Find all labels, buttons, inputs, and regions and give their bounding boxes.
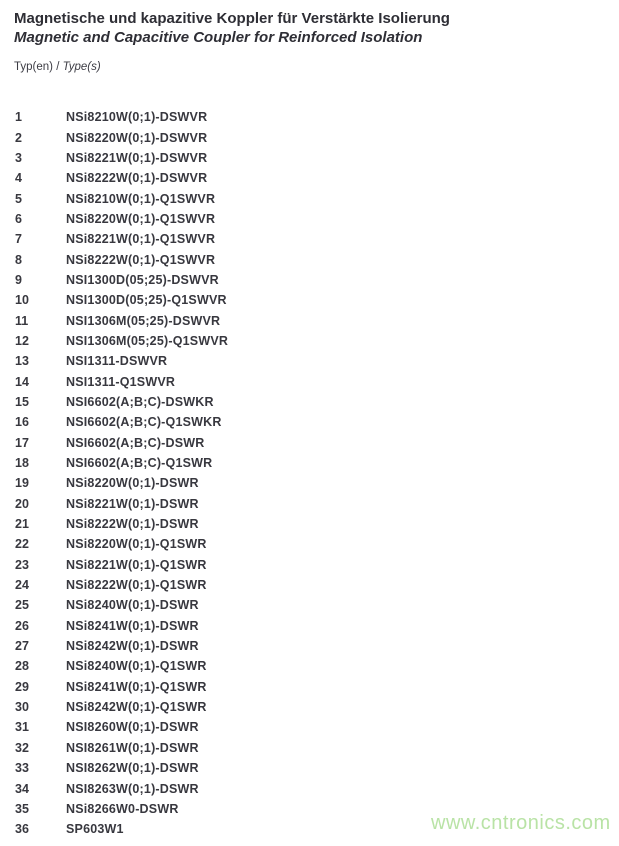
- item-part-number: NSI1300D(05;25)-DSWVR: [66, 272, 219, 287]
- item-part-number: NSi8266W0-DSWR: [66, 801, 179, 816]
- item-number: 9: [15, 272, 22, 287]
- item-number: 34: [15, 781, 29, 796]
- list-item: [15, 229, 228, 249]
- item-part-number: NSi8222W(0;1)-DSWR: [66, 517, 199, 532]
- list-item: [15, 534, 228, 554]
- list-item: [15, 249, 228, 269]
- list-item: [15, 209, 228, 229]
- item-part-number: NSI8260W(0;1)-DSWR: [66, 720, 199, 735]
- watermark: www.cntronics.com: [431, 812, 611, 834]
- item-part-number: NSi8221W(0;1)-Q1SWVR: [66, 232, 216, 247]
- title-english: Magnetic and Capacitive Coupler for Reinforced Isolation: [14, 29, 423, 46]
- types-label-german: Typ(en): [14, 61, 53, 73]
- item-part-number: NSi8210W(0;1)-DSWVR: [66, 110, 208, 125]
- list-item: [15, 494, 228, 514]
- list-item: [15, 310, 228, 330]
- item-part-number: NSI1306M(05;25)-Q1SWVR: [66, 333, 229, 348]
- list-item: [15, 514, 228, 534]
- item-part-number: NSi8222W(0;1)-Q1SWVR: [66, 252, 216, 267]
- item-number: 13: [15, 354, 29, 369]
- list-item: [15, 677, 228, 697]
- title-german: Magnetische und kapazitive Koppler für Verstärkte Isolierung: [14, 10, 450, 27]
- list-item: [15, 290, 228, 310]
- list-item: [15, 412, 228, 432]
- item-part-number: NSi8242W(0;1)-Q1SWR: [66, 700, 207, 715]
- item-part-number: NSi8242W(0;1)-DSWR: [66, 639, 199, 654]
- item-number: 8: [15, 252, 22, 267]
- item-part-number: NSI6602(A;B;C)-Q1SWR: [66, 456, 213, 471]
- item-part-number: NSi8241W(0;1)-Q1SWR: [66, 679, 207, 694]
- item-part-number: NSI1300D(05;25)-Q1SWVR: [66, 293, 227, 308]
- item-part-number: NSi8220W(0;1)-Q1SWR: [66, 537, 207, 552]
- item-number: 25: [15, 598, 29, 613]
- item-part-number: NSi8241W(0;1)-DSWR: [66, 618, 199, 633]
- list-item: [15, 636, 228, 656]
- item-number: 21: [15, 517, 29, 532]
- list-item: [15, 371, 228, 391]
- item-number: 6: [15, 211, 22, 226]
- item-number: 15: [15, 394, 29, 409]
- list-item: [15, 778, 228, 798]
- list-item: [15, 331, 228, 351]
- item-part-number: NSi8221W(0;1)-Q1SWR: [66, 557, 207, 572]
- list-item: [15, 351, 228, 371]
- list-item: [15, 738, 228, 758]
- item-part-number: NSi8222W(0;1)-DSWVR: [66, 171, 208, 186]
- item-number: 36: [15, 822, 29, 837]
- item-part-number: NSI1311-DSWVR: [66, 354, 168, 369]
- list-item: [15, 453, 228, 473]
- types-label-separator: /: [53, 61, 63, 73]
- item-number: 1: [15, 110, 22, 125]
- item-part-number: NSi8220W(0;1)-Q1SWVR: [66, 211, 216, 226]
- list-item: [15, 616, 228, 636]
- item-number: 4: [15, 171, 22, 186]
- item-number: 22: [15, 537, 29, 552]
- list-item: [15, 555, 228, 575]
- item-number: 7: [15, 232, 22, 247]
- list-item: [15, 168, 228, 188]
- item-number: 28: [15, 659, 29, 674]
- item-number: 29: [15, 679, 29, 694]
- list-item: [15, 433, 228, 453]
- types-label: [14, 61, 101, 73]
- list-item: [15, 799, 228, 819]
- document-title: [14, 9, 450, 47]
- item-number: 19: [15, 476, 29, 491]
- list-item: [15, 575, 228, 595]
- item-number: 31: [15, 720, 29, 735]
- item-number: 14: [15, 374, 29, 389]
- item-part-number: NSI6602(A;B;C)-DSWKR: [66, 394, 214, 409]
- list-item: [15, 188, 228, 208]
- list-item: [15, 148, 228, 168]
- list-item: [15, 697, 228, 717]
- item-part-number: NSI6602(A;B;C)-Q1SWKR: [66, 415, 222, 430]
- type-list: [15, 107, 228, 839]
- item-number: 32: [15, 740, 29, 755]
- item-part-number: NSi8220W(0;1)-DSWVR: [66, 130, 208, 145]
- item-number: 35: [15, 801, 29, 816]
- item-number: 2: [15, 130, 22, 145]
- item-number: 26: [15, 618, 29, 633]
- item-number: 20: [15, 496, 29, 511]
- item-part-number: NSi8222W(0;1)-Q1SWR: [66, 578, 207, 593]
- item-part-number: NSi8221W(0;1)-DSWVR: [66, 150, 208, 165]
- list-item: [15, 473, 228, 493]
- item-number: 23: [15, 557, 29, 572]
- list-item: [15, 127, 228, 147]
- item-number: 30: [15, 700, 29, 715]
- list-item: [15, 595, 228, 615]
- item-part-number: NSi8221W(0;1)-DSWR: [66, 496, 199, 511]
- item-part-number: NSI6602(A;B;C)-DSWR: [66, 435, 205, 450]
- types-label-english: Type(s): [62, 61, 101, 73]
- item-part-number: NSi8240W(0;1)-Q1SWR: [66, 659, 207, 674]
- item-number: 11: [15, 313, 29, 328]
- item-number: 5: [15, 191, 22, 206]
- item-number: 33: [15, 761, 29, 776]
- item-part-number: SP603W1: [66, 822, 124, 837]
- list-item: [15, 819, 228, 839]
- list-item: [15, 656, 228, 676]
- item-part-number: NSi8210W(0;1)-Q1SWVR: [66, 191, 216, 206]
- item-number: 12: [15, 333, 29, 348]
- list-item: [15, 392, 228, 412]
- item-part-number: NSI8262W(0;1)-DSWR: [66, 761, 199, 776]
- item-part-number: NSI1306M(05;25)-DSWVR: [66, 313, 221, 328]
- list-item: [15, 270, 228, 290]
- item-part-number: NSi8240W(0;1)-DSWR: [66, 598, 199, 613]
- item-part-number: NSI8261W(0;1)-DSWR: [66, 740, 199, 755]
- item-number: 3: [15, 150, 22, 165]
- item-part-number: NSi8220W(0;1)-DSWR: [66, 476, 199, 491]
- list-item: [15, 717, 228, 737]
- item-number: 17: [15, 435, 29, 450]
- item-number: 18: [15, 456, 29, 471]
- item-number: 24: [15, 578, 29, 593]
- item-part-number: NSI1311-Q1SWVR: [66, 374, 176, 389]
- item-part-number: NSI8263W(0;1)-DSWR: [66, 781, 199, 796]
- list-item: [15, 758, 228, 778]
- list-item: [15, 107, 228, 127]
- item-number: 10: [15, 293, 29, 308]
- item-number: 27: [15, 639, 29, 654]
- item-number: 16: [15, 415, 29, 430]
